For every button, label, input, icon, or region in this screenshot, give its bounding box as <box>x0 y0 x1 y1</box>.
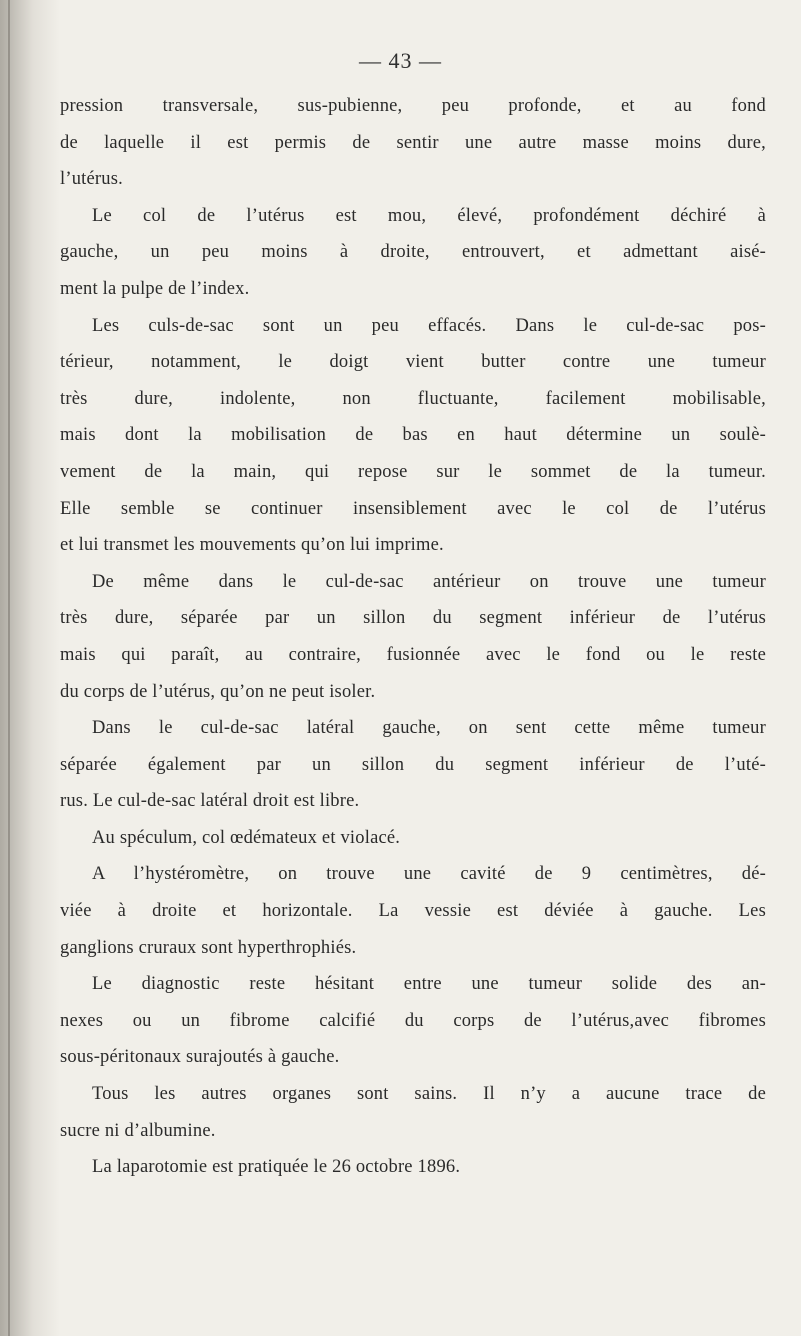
paragraph <box>60 88 766 198</box>
paragraph <box>60 710 766 820</box>
paragraph <box>60 198 766 308</box>
text-line: sous-péritonaux surajoutés à gauche. <box>60 1047 340 1068</box>
paragraph <box>60 308 766 564</box>
text-line: mais qui paraît, au contraire, fusionnée avec le fond ou le reste <box>60 644 766 665</box>
text-line: De même dans le cul-de-sac antérieur on trouve une tumeur <box>92 571 766 592</box>
text-line: vement de la main, qui repose sur le sommet de la tumeur. <box>60 461 766 482</box>
text-line: Le col de l’utérus est mou, élevé, profondément déchiré à <box>92 205 766 226</box>
text-line: Les culs-de-sac sont un peu effacés. Dans le cul-de-sac pos- <box>92 315 766 336</box>
text-line: rus. Le cul-de-sac latéral droit est libre. <box>60 791 360 812</box>
text-line: Elle semble se continuer insensiblement avec le col de l’utérus <box>60 498 766 519</box>
text-line: l’utérus. <box>60 169 123 190</box>
text-line: La laparotomie est pratiquée le 26 octobre 1896. <box>92 1157 461 1178</box>
text-line: Dans le cul-de-sac latéral gauche, on sent cette même tumeur <box>92 718 766 739</box>
text-line: pression transversale, sus-pubienne, peu profonde, et au fond <box>60 96 766 116</box>
paragraph <box>60 966 766 1076</box>
page-number: — 43 — <box>359 48 442 73</box>
paragraph <box>60 564 766 710</box>
text-line: Tous les autres organes sont sains. Il n’y a aucune trace de <box>92 1084 766 1105</box>
text-line: gauche, un peu moins à droite, entrouvert, et admettant aisé- <box>60 242 766 263</box>
text-line: séparée également par un sillon du segment inférieur de l’uté- <box>60 754 766 775</box>
text-line: de laquelle il est permis de sentir une autre masse moins dure, <box>60 132 766 153</box>
text-line: ganglions cruraux sont hyperthrophiés. <box>60 937 357 958</box>
text-line: A l’hystéromètre, on trouve une cavité de 9 centimètres, dé- <box>92 864 766 885</box>
paragraph <box>60 1076 766 1149</box>
document-body <box>60 88 766 1186</box>
text-line: ment la pulpe de l’index. <box>60 278 250 299</box>
text-line: sucre ni d’albumine. <box>60 1120 216 1141</box>
text-line: Au spéculum, col œdémateux et violacé. <box>92 827 401 848</box>
text-line: térieur, notamment, le doigt vient butter contre une tumeur <box>60 352 766 373</box>
text-line: viée à droite et horizontale. La vessie est déviée à gauche. Les <box>60 901 766 922</box>
text-line: très dure, indolente, non fluctuante, facilement mobilisable, <box>60 388 766 409</box>
page-binding-edge <box>8 0 10 1336</box>
text-line: nexes ou un fibrome calcifié du corps de l’utérus,avec fibromes <box>60 1010 766 1031</box>
text-line: très dure, séparée par un sillon du segment inférieur de l’utérus <box>60 608 766 629</box>
text-line: Le diagnostic reste hésitant entre une tumeur solide des an- <box>92 974 766 995</box>
text-line: du corps de l’utérus, qu’on ne peut isoler. <box>60 681 376 702</box>
paragraph <box>60 820 766 857</box>
paragraph <box>60 856 766 966</box>
text-line: mais dont la mobilisation de bas en haut détermine un soulè- <box>60 425 766 446</box>
paragraph <box>60 1149 766 1186</box>
text-line: et lui transmet les mouvements qu’on lui imprime. <box>60 535 444 556</box>
